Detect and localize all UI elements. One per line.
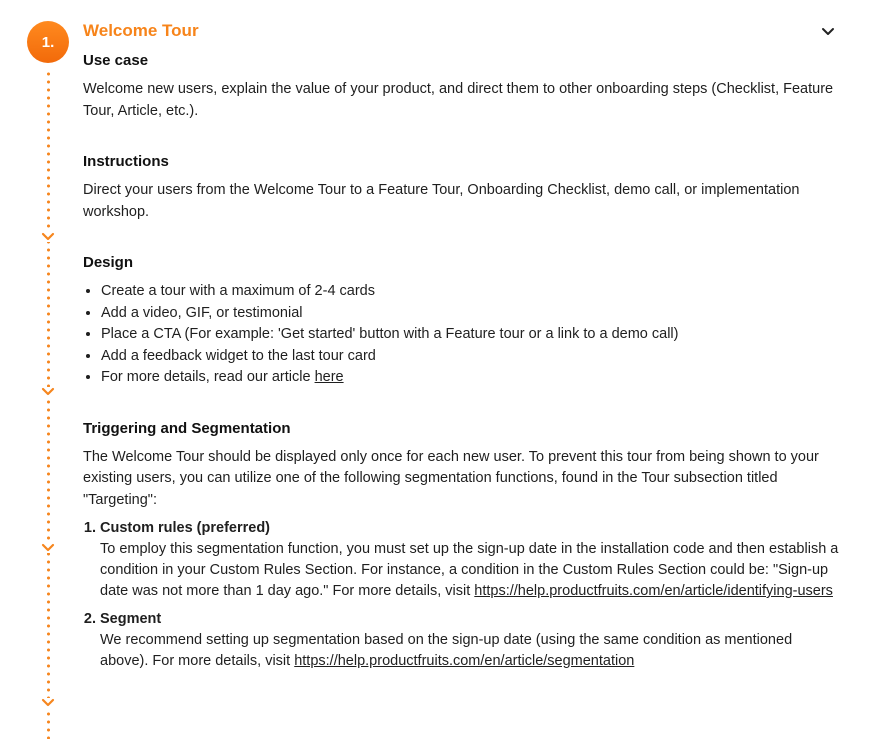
- option-title: Custom rules (preferred): [100, 520, 271, 536]
- list-item: • Place a CTA (For example: 'Get started' button with a Feature tour or a link to a demo call): [101, 324, 843, 346]
- list-item: • Create a tour with a maximum of 2-4 cards: [101, 281, 843, 303]
- design-heading: Design: [83, 254, 134, 271]
- timeline-dotted-line: [47, 70, 50, 739]
- segmentation-link[interactable]: https://help.productfruits.com/en/article/segmentation: [294, 653, 635, 669]
- instructions-section: [83, 152, 843, 223]
- use-case-section: [83, 51, 843, 122]
- use-case-body: Welcome new users, explain the value of your product, and direct them to other onboarding steps (Checklist, Feature Tour, Article, etc.).: [83, 81, 834, 119]
- instructions-body: Direct your users from the Welcome Tour to a Feature Tour, Onboarding Checklist, demo call, or implementation workshop.: [83, 182, 800, 220]
- list-item: [101, 367, 843, 389]
- chevron-down-icon: [41, 232, 55, 242]
- list-item: • Add a video, GIF, or testimonial: [101, 303, 843, 325]
- instructions-heading: Instructions: [83, 153, 169, 170]
- list-item: • Add a feedback widget to the last tour card: [101, 346, 843, 368]
- list-item-text: For more details, read our article: [101, 369, 315, 385]
- design-section: [83, 253, 843, 389]
- segmentation-options-list: [83, 518, 843, 672]
- use-case-heading: Use case: [83, 52, 149, 69]
- targeting-heading: Triggering and Segmentation: [83, 419, 291, 437]
- identifying-users-link[interactable]: https://help.productfruits.com/en/article/identifying-users: [474, 583, 833, 599]
- section-content: [83, 51, 843, 702]
- option-body: We recommend setting up segmentation based on the sign-up date (using the same condition as mentioned above). For more details, visit: [100, 632, 793, 669]
- design-list: [83, 281, 843, 389]
- segmentation-option: [100, 609, 843, 672]
- article-link[interactable]: here: [314, 369, 344, 385]
- chevron-down-icon: [41, 387, 55, 397]
- segmentation-option: [100, 518, 843, 602]
- option-body: To employ this segmentation function, you must set up the sign-up date in the installation code and then establish a condition in your Custom Rules Section. For instance, a condition in the Custom Rules Section could be: "Sign-up date was not more than 1 day ago." For more details, visit: [100, 541, 839, 599]
- step-number-badge: 1.: [27, 21, 69, 63]
- chevron-down-icon: [41, 543, 55, 553]
- targeting-body: The Welcome Tour should be displayed only once for each new user. To prevent this tour from being shown to your existing users, you can utilize one of the following segmentation functions, found in the Tour subsection titled "Targeting":: [83, 448, 819, 508]
- collapse-toggle-button[interactable]: [818, 24, 838, 40]
- section-title: Welcome Tour: [83, 21, 199, 40]
- option-title: Segment: [100, 611, 162, 627]
- chevron-down-icon: [41, 698, 55, 708]
- chevron-down-icon: [818, 24, 838, 40]
- targeting-section: [83, 419, 843, 673]
